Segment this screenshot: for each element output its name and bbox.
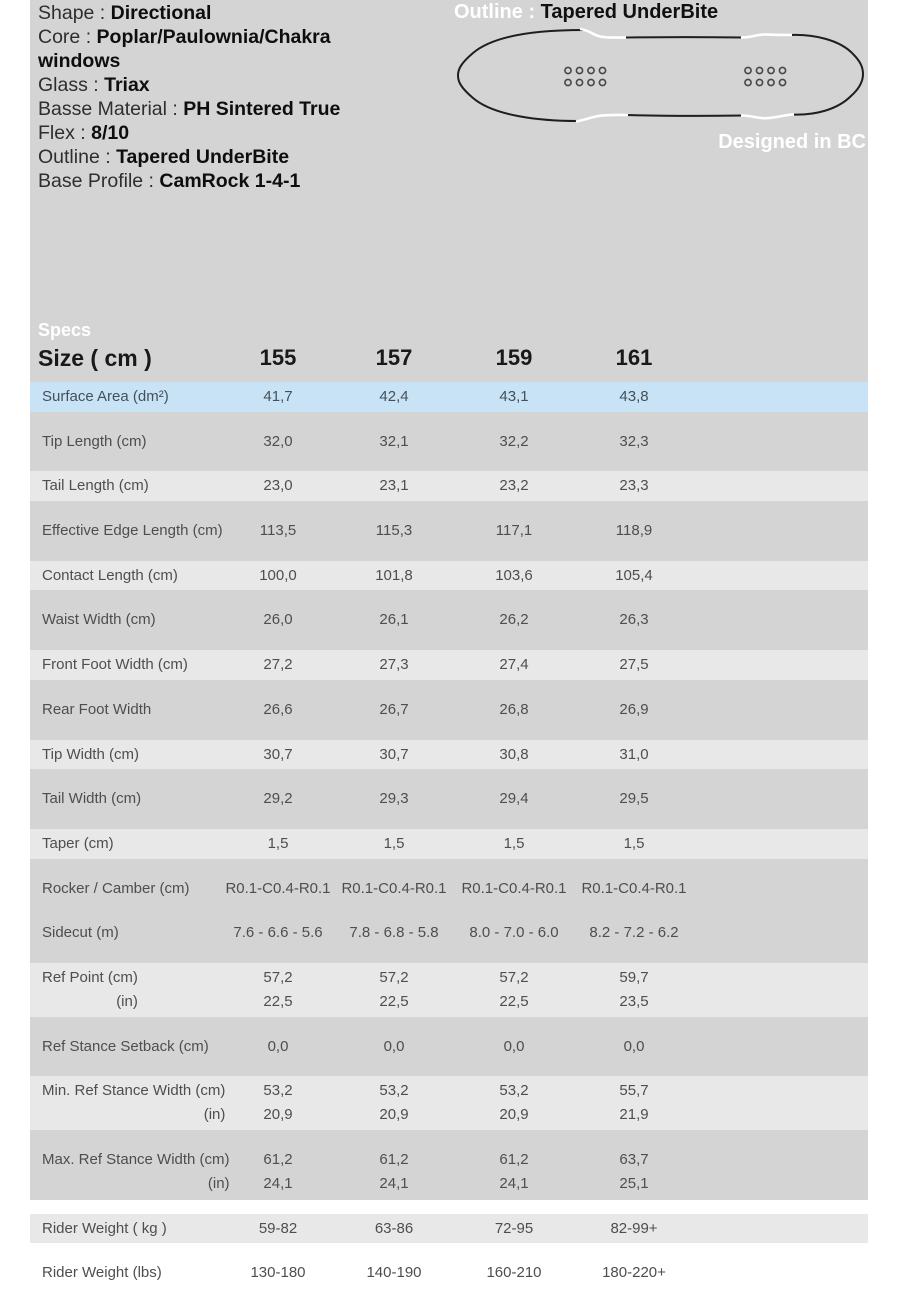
spec-value: 27,3 [379,656,409,674]
spec-row-band [30,605,868,635]
spec-value: 140-190 [366,1264,422,1282]
spec-value: 32,1 [379,432,409,450]
spec-row-label: Tail Length (cm) [42,477,149,495]
spec-value: R0.1-C0.4-R0.1 [225,879,331,897]
spec-row-label: Taper (cm) [42,834,114,852]
spec-value: 130-180 [250,1264,306,1282]
spec-row-label: Effective Edge Length (cm) [42,522,223,540]
spec-value: 63-86 [374,1219,414,1237]
spec-value: 23,1 [379,477,409,495]
spec-row-label: Rear Foot Width [42,700,152,718]
info-label: Basse Material [38,98,167,120]
spec-row-band [30,874,868,904]
spec-row-band [30,1145,868,1199]
spec-row-label: Ref Point (cm) (in) [42,968,138,1010]
specs-section-title: Specs [38,320,92,340]
info-separator: : [87,74,105,96]
spec-value: 160-210 [486,1264,542,1282]
spec-row-band [30,471,868,501]
spec-row-label: Contact Length (cm) [42,566,178,584]
spec-row-label: Tip Length (cm) [42,432,147,450]
spec-row-band [30,650,868,680]
spec-value: 61,2 24,1 [499,1151,529,1192]
spec-value: 118,9 [615,522,653,540]
spec-value: R0.1-C0.4-R0.1 [461,879,567,897]
size-option-155: 155 [259,345,297,370]
spec-value: 30,7 [379,745,409,763]
info-separator: : [99,146,117,168]
snowboard-outline-icon [450,24,870,128]
spec-row-label: Ref Stance Setback (cm) [42,1037,209,1055]
spec-value: 31,0 [619,745,649,763]
spec-value: 7.6 - 6.6 - 5.6 [233,924,323,942]
spec-row-band [30,561,868,591]
spec-value: 26,6 [263,700,293,718]
spec-value: 27,5 [619,656,649,674]
outline-title [454,1,718,24]
info-label: Base Profile [38,170,144,192]
info-value: PH Sintered True [183,98,341,120]
spec-row-band [30,516,868,546]
spec-row-band [30,963,868,1017]
size-column-header: Size ( cm ) [38,345,152,371]
spec-value: 7.8 - 6.8 - 5.8 [349,924,439,942]
spec-value: 115,3 [375,522,413,540]
info-separator: : [74,122,92,144]
spec-row-band [30,740,868,770]
spec-value: 113,5 [259,522,297,540]
spec-value: 0,0 [623,1037,645,1055]
info-label: Flex [38,122,75,144]
spec-value: 55,7 21,9 [619,1082,649,1124]
spec-value: 57,2 22,5 [499,968,529,1010]
spec-row [30,1032,868,1072]
spec-value: 29,4 [499,790,529,808]
spec-row-label: Tip Width (cm) [42,745,139,763]
spec-value: 53,2 20,9 [379,1082,409,1124]
spec-row-label: Front Foot Width (cm) [42,656,188,674]
info-value: Tapered UnderBite [116,146,290,168]
spec-row-label: Sidecut (m) [42,924,119,942]
info-label: Outline [38,146,100,168]
spec-value: 26,9 [619,700,649,718]
construction-info-block [38,1,400,193]
outline-title-label: Outline : [454,1,536,23]
spec-value: 8.2 - 7.2 - 6.2 [589,924,679,942]
spec-row [30,1145,868,1209]
spec-value: 61,2 24,1 [263,1151,293,1192]
spec-value: 26,0 [263,611,293,629]
spec-row [30,382,868,422]
spec-value: 103,6 [495,566,533,584]
spec-row-band [30,1258,868,1288]
grey-panel [30,0,868,1282]
spec-row-band [30,918,868,948]
spec-value: 82-99+ [610,1219,658,1237]
spec-value: 59-82 [258,1219,298,1237]
spec-row [30,1076,868,1140]
info-value: Directional [110,2,212,24]
spec-value: R0.1-C0.4-R0.1 [341,879,447,897]
spec-value: 101,8 [375,566,413,584]
spec-row [30,1258,868,1298]
spec-row-band [30,382,868,412]
spec-value: 26,8 [499,700,529,718]
spec-row-band [30,784,868,814]
spec-value: 26,2 [499,611,529,629]
spec-value: 32,0 [263,432,293,450]
spec-row [30,605,868,645]
spec-row [30,874,868,914]
info-separator: : [80,26,97,48]
spec-value: 29,5 [619,790,649,808]
spec-value: 180-220+ [602,1264,666,1282]
spec-value: R0.1-C0.4-R0.1 [581,879,687,897]
spec-row [30,1214,868,1254]
spec-row [30,561,868,601]
spec-value: 0,0 [267,1037,289,1055]
spec-value: 27,2 [263,656,293,674]
spec-value: 41,7 [263,388,293,405]
spec-row [30,427,868,467]
spec-row [30,829,868,869]
info-separator: : [94,2,111,24]
spec-value: 61,2 24,1 [379,1151,409,1192]
spec-value: 32,3 [619,432,649,450]
spec-row-label: Rocker / Camber (cm) [42,879,190,897]
spec-value: 29,2 [263,790,293,808]
spec-value: 0,0 [503,1037,525,1055]
info-label: Shape [38,2,95,24]
spec-row [30,963,868,1027]
spec-value: 100,0 [259,566,297,584]
spec-value: 23,2 [499,477,529,495]
designed-in-badge: Designed in BC [718,131,866,153]
spec-value: 42,4 [379,388,409,405]
info-label: Glass [38,74,88,96]
spec-value: 1,5 [623,834,645,852]
spec-value: 1,5 [503,834,525,852]
spec-value: 43,8 [619,388,649,405]
spec-value: 26,7 [379,700,409,718]
size-option-157: 157 [375,345,413,370]
spec-value: 53,2 20,9 [499,1082,529,1124]
spec-row-label: Rider Weight ( kg ) [42,1219,167,1237]
info-value: Poplar/Paulownia/Chakra windows [38,26,331,72]
spec-row-label: Waist Width (cm) [42,611,156,629]
info-label: Core [38,26,81,48]
spec-row-band [30,427,868,457]
spec-value: 8.0 - 7.0 - 6.0 [469,924,559,942]
spec-row-band [30,1032,868,1062]
spec-value: 63,7 25,1 [619,1151,649,1192]
spec-row-label: Max. Ref Stance Width (cm) (in) [42,1151,230,1192]
spec-value: 1,5 [267,834,289,852]
spec-value: 23,0 [263,477,293,495]
spec-value: 26,3 [619,611,649,629]
spec-value: 72-95 [494,1219,534,1237]
spec-row [30,516,868,556]
spec-value: 23,3 [619,477,649,495]
spec-row-band [30,1214,868,1244]
spec-row-band [30,1076,868,1130]
spec-value: 53,2 20,9 [263,1082,293,1124]
info-value: 8/10 [91,122,130,144]
spec-value: 43,1 [499,388,529,405]
spec-value: 26,1 [379,611,409,629]
info-value: Triax [104,74,150,96]
spec-row-band [30,829,868,859]
insert-holes-front [565,67,606,85]
spec-value: 1,5 [383,834,405,852]
spec-row [30,471,868,511]
spec-value: 27,4 [499,656,529,674]
spec-row [30,784,868,824]
size-option-161: 161 [615,345,653,370]
spec-value: 0,0 [383,1037,405,1055]
spec-value: 32,2 [499,432,529,450]
spec-value: 57,2 22,5 [263,968,293,1010]
spec-row [30,918,868,958]
spec-value: 30,7 [263,745,293,763]
spec-row-label: Min. Ref Stance Width (cm) (in) [42,1082,226,1124]
spec-row [30,695,868,735]
outline-title-value: Tapered UnderBite [540,1,719,23]
spec-value: 30,8 [499,745,529,763]
info-value: CamRock 1-4-1 [159,170,301,192]
insert-holes-rear [745,67,786,85]
spec-value: 117,1 [495,522,533,540]
spec-row-label: Rider Weight (lbs) [42,1264,162,1282]
spec-row-band [30,695,868,725]
spec-value: 59,7 23,5 [619,968,649,1010]
spec-value: 57,2 22,5 [379,968,409,1010]
size-option-159: 159 [495,345,533,370]
spec-row [30,740,868,780]
spec-value: 105,4 [615,566,653,584]
specs-table [30,377,868,1298]
spec-value: 29,3 [379,790,409,808]
spec-row-label: Surface Area (dm²) [42,388,169,405]
spec-row-label: Tail Width (cm) [42,790,142,808]
info-separator: : [143,170,160,192]
info-separator: : [166,98,184,120]
spec-row [30,650,868,690]
